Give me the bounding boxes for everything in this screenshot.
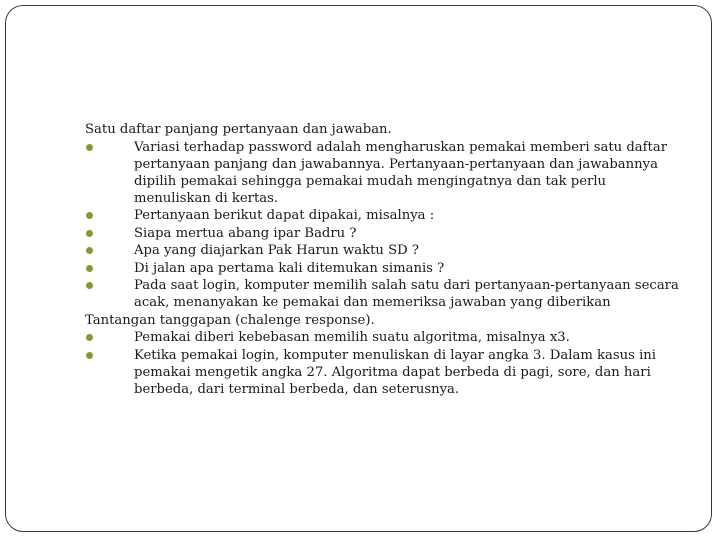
bullet-item [85,347,685,398]
slide-content [85,121,685,398]
bullet-text: Variasi terhadap password adalah mengharuskan pemakai memberi satu daftar pertanyaan panjang dan jawabannya. Pertanyaan-pertanyaan dan jawabannya dipilih pemakai sehingga pemakai mudah mengingatnya dan tak perlu menuliskan di kertas. [134,139,667,206]
bullet-item [85,329,685,346]
bullet-dot-icon [86,265,93,272]
bullet-text: Pertanyaan berikut dapat dipakai, misalnya : [134,208,435,223]
bullet-dot-icon [86,212,93,219]
bullet-dot-icon [86,352,93,359]
bullet-text: Di jalan apa pertama kali ditemukan simanis ? [134,260,445,276]
slide-frame [5,5,712,532]
bullet-dot-icon [86,247,93,254]
bullet-dot-icon [86,144,93,151]
bullet-text: Apa yang diajarkan Pak Harun waktu SD ? [134,243,419,258]
bullet-text: Pada saat login, komputer memilih salah satu dari pertanyaan-pertanyaan secara acak, menanyakan ke pemakai dan memeriksa jawaban yang diberikan [134,278,679,310]
section-heading-challenge-response: Tantangan tanggapan (chalenge response). [85,312,375,328]
bullet-item [85,277,685,311]
section-heading-questions: Satu daftar panjang pertanyaan dan jawaban. [85,122,392,137]
bullet-dot-icon [86,230,93,237]
bullet-text: Ketika pemakai login, komputer menuliskan di layar angka 3. Dalam kasus ini pemakai mengetik angka 27. Algoritma dapat berbeda di pagi, sore, dan hari berbeda, dari terminal berbeda, dan seterusnya. [134,347,657,397]
bullet-item [85,260,685,277]
bullet-text: Siapa mertua abang ipar Badru ? [134,225,357,241]
bullet-item [85,242,685,259]
bullet-text: Pemakai diberi kebebasan memilih suatu algoritma, misalnya x3. [134,330,570,345]
bullet-item [85,225,685,242]
bullet-dot-icon [86,334,93,341]
bullet-dot-icon [86,282,93,289]
bullet-item [85,139,685,207]
bullet-item [85,207,685,224]
